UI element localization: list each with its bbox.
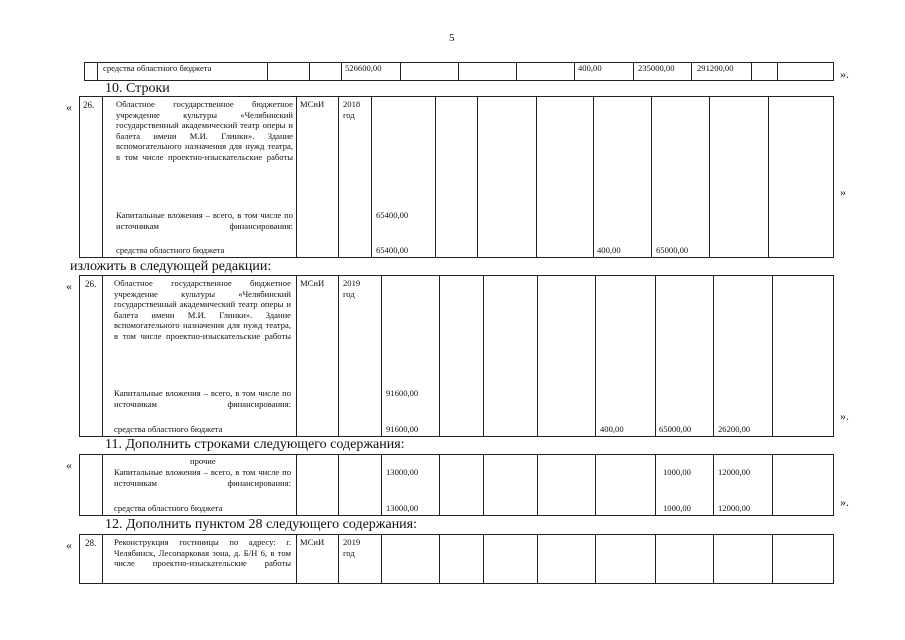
top-row-label: средства областного бюджета <box>103 63 212 73</box>
top-row-value: 291200,00 <box>697 63 734 73</box>
row-number: 28. <box>85 538 97 548</box>
capital-total: 91600,00 <box>386 388 419 398</box>
year: 2018 год <box>343 99 361 120</box>
opening-quote: « <box>66 279 72 293</box>
budget-label: средства областного бюджета <box>114 424 223 434</box>
section-12-table <box>79 534 834 584</box>
budget-value: 1000,00 <box>663 503 691 513</box>
section-10-new-table <box>79 275 834 437</box>
other-label: прочие <box>190 456 216 466</box>
capital-total: 65400,00 <box>376 210 409 220</box>
opening-quote: « <box>66 458 72 472</box>
replace-heading: изложить в следующей редакции: <box>70 259 272 274</box>
section-11-heading: 11. Дополнить строками следующего содержания: <box>105 437 405 452</box>
budget-value: 65000,00 <box>659 424 692 434</box>
opening-quote: « <box>66 100 72 114</box>
budget-label: средства областного бюджета <box>114 503 223 513</box>
organization: МСиИ <box>300 537 325 547</box>
closing-quote: ». <box>840 67 849 81</box>
budget-value: 400,00 <box>597 245 621 255</box>
closing-quote: » <box>840 185 846 199</box>
top-row-value: 235000,00 <box>638 63 675 73</box>
budget-value: 91600,00 <box>386 424 419 434</box>
budget-value: 65000,00 <box>656 245 689 255</box>
closing-quote: ». <box>840 495 849 509</box>
capital-investment-text: Капитальные вложения – всего, в том числе по источникам финансирования: <box>116 210 293 231</box>
capital-value: 1000,00 <box>663 467 691 477</box>
budget-value: 26200,00 <box>718 424 751 434</box>
organization: МСиИ <box>300 278 325 288</box>
capital-investment-text: Капитальные вложения – всего, в том числе по источникам финансирования: <box>114 388 291 409</box>
page-number: 5 <box>449 32 455 44</box>
section-12-heading: 12. Дополнить пунктом 28 следующего содержания: <box>105 517 418 532</box>
object-description: Областное государственное бюджетное учреждение культуры «Челябинский государственный академический театр оперы и балета имени М.И. Глинки». Здание вспомогательного назначения для нужд театра, в том числе проектно-изыскательские работы <box>114 278 291 341</box>
section-10-heading: 10. Строки <box>105 81 170 96</box>
closing-quote: ». <box>840 409 849 423</box>
capital-value: 12000,00 <box>718 467 751 477</box>
capital-value: 13000,00 <box>386 467 419 477</box>
row-number: 26. <box>83 100 95 110</box>
organization: МСиИ <box>300 99 325 109</box>
top-row-value: 526600,00 <box>345 63 382 73</box>
section-10-table <box>79 96 834 258</box>
budget-value: 13000,00 <box>386 503 419 513</box>
year: 2019 год <box>343 278 361 299</box>
budget-value: 12000,00 <box>718 503 751 513</box>
object-description: Областное государственное бюджетное учреждение культуры «Челябинский государственный академический театр оперы и балета имени М.И. Глинки». Здание вспомогательного назначения для нужд театра, в том числе проектно-изыскательские работы <box>116 99 293 162</box>
budget-label: средства областного бюджета <box>116 245 225 255</box>
object-description: Реконструкция гостиницы по адресу: г. Челябинск, Лесопарковая зона, д. Б/Н 6, в том числе проектно-изыскательские работы <box>114 537 291 569</box>
capital-investment-text: Капитальные вложения – всего, в том числе по источникам финансирования: <box>114 467 291 488</box>
row-number: 26. <box>85 279 97 289</box>
year: 2019 год <box>343 537 361 558</box>
top-row-table <box>84 62 834 81</box>
budget-value: 400,00 <box>600 424 624 434</box>
top-row-value: 400,00 <box>578 63 602 73</box>
opening-quote: « <box>66 538 72 552</box>
section-11-table <box>79 454 834 516</box>
budget-value: 65400,00 <box>376 245 409 255</box>
